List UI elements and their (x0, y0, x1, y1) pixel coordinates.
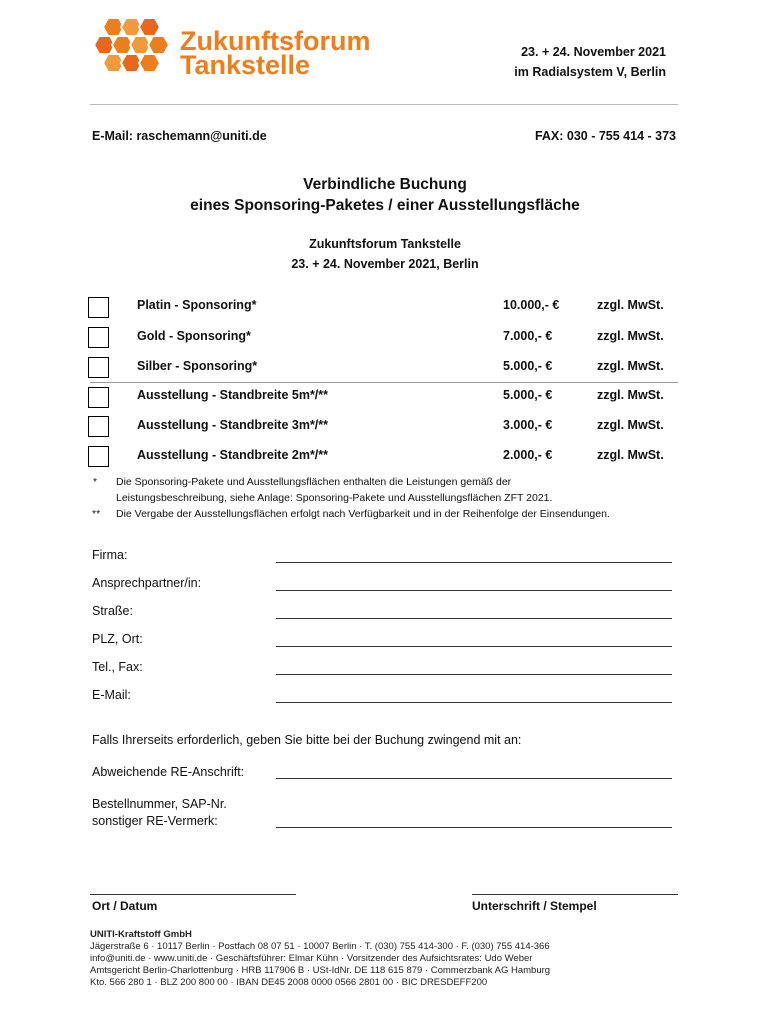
package-name: Silber - Sponsoring* (137, 359, 258, 373)
package-tax: zzgl. MwSt. (597, 418, 664, 432)
field-label-phone-fax: Tel., Fax: (92, 660, 143, 674)
contact-person-field[interactable] (276, 589, 672, 591)
logo-title: Zukunftsforum (180, 26, 371, 56)
package-price: 5.000,- € (503, 359, 553, 373)
company-field[interactable] (276, 561, 672, 563)
note-text: Leistungsbeschreibung, siehe Anlage: Sponsoring-Pakete und Ausstellungsflächen ZFT 2021. (116, 492, 553, 504)
order-number-field[interactable] (276, 826, 672, 828)
package-price: 10.000,- € (503, 298, 560, 312)
package-tax: zzgl. MwSt. (597, 359, 664, 373)
package-price: 7.000,- € (503, 329, 553, 343)
alt-address-field[interactable] (276, 777, 672, 779)
package-tax: zzgl. MwSt. (597, 388, 664, 402)
footer-address: Jägerstraße 6 · 10117 Berlin · Postfach 08 07 51 · 10007 Berlin · T. (030) 755 414-300 · F. (030) 755 414-366 (90, 941, 550, 952)
date-place-label: Ort / Datum (92, 899, 158, 913)
header-divider (90, 104, 678, 105)
package-checkbox[interactable] (88, 416, 109, 437)
package-divider (90, 382, 678, 383)
package-price: 3.000,- € (503, 418, 553, 432)
page-title: Verbindliche Buchung (303, 176, 467, 193)
package-checkbox[interactable] (88, 327, 109, 348)
field-label-contact-person: Ansprechpartner/in: (92, 576, 202, 590)
contact-email: E-Mail: raschemann@uniti.de (92, 129, 267, 143)
footer-bank: Kto. 566 280 1 · BLZ 200 800 00 · IBAN DE45 2008 0000 0566 2801 00 · BIC DRESDEFF200 (90, 977, 488, 988)
footer-management: info@uniti.de · www.uniti.de · Geschäftsführer: Elmar Kühn · Vorsitzender des Aufsichtsrates: Udo Weber (90, 953, 533, 964)
field-label-invoice-note: sonstiger RE-Vermerk: (92, 814, 218, 828)
note-text: Die Sponsoring-Pakete und Ausstellungsflächen enthalten die Leistungen gemäß der (116, 476, 512, 488)
package-tax: zzgl. MwSt. (597, 448, 664, 462)
note-text: Die Vergabe der Ausstellungsflächen erfolgt nach Verfügbarkeit und in der Reihenfolge der Einsendungen. (116, 508, 610, 520)
signature-label: Unterschrift / Stempel (472, 899, 597, 913)
signature-field[interactable] (472, 893, 678, 895)
street-field[interactable] (276, 617, 672, 619)
event-venue: im Radialsystem V, Berlin (514, 65, 666, 79)
note-marker: ** (92, 508, 101, 520)
package-name: Ausstellung - Standbreite 3m*/** (137, 418, 329, 432)
event-date: 23. + 24. November 2021 (521, 45, 666, 59)
logo-honeycomb-icon (88, 14, 170, 86)
email-field[interactable] (276, 701, 672, 703)
event-date-place: 23. + 24. November 2021, Berlin (291, 257, 479, 271)
zip-city-field[interactable] (276, 645, 672, 647)
field-label-order-number: Bestellnummer, SAP-Nr. (92, 797, 227, 811)
package-price: 5.000,- € (503, 388, 553, 402)
footer-company: UNITI-Kraftstoff GmbH (90, 929, 192, 940)
page-title-line2: eines Sponsoring-Paketes / einer Ausstellungsfläche (190, 197, 580, 214)
package-checkbox[interactable] (88, 297, 109, 318)
package-price: 2.000,- € (503, 448, 553, 462)
field-label-company: Firma: (92, 548, 128, 562)
footer-registry: Amtsgericht Berlin-Charlottenburg · HRB 117906 B · USt-IdNr. DE 118 615 879 · Commerzbank AG Hamburg (90, 965, 551, 976)
field-label-street: Straße: (92, 604, 133, 618)
package-tax: zzgl. MwSt. (597, 298, 664, 312)
package-name: Ausstellung - Standbreite 5m*/** (137, 388, 329, 402)
event-name: Zukunftsforum Tankstelle (309, 237, 461, 251)
package-tax: zzgl. MwSt. (597, 329, 664, 343)
field-label-alt-address: Abweichende RE-Anschrift: (92, 765, 245, 779)
package-checkbox[interactable] (88, 446, 109, 467)
package-name: Platin - Sponsoring* (137, 298, 257, 312)
contact-fax: FAX: 030 - 755 414 - 373 (534, 129, 676, 143)
note-marker: * (93, 476, 98, 488)
logo-subtitle: Tankstelle (180, 50, 311, 80)
form-hint: Falls Ihrerseits erforderlich, geben Sie bitte bei der Buchung zwingend mit an: (92, 733, 522, 747)
package-checkbox[interactable] (88, 387, 109, 408)
package-name: Gold - Sponsoring* (137, 329, 251, 343)
phone-fax-field[interactable] (276, 673, 672, 675)
date-place-field[interactable] (90, 893, 296, 895)
package-name: Ausstellung - Standbreite 2m*/** (137, 448, 329, 462)
field-label-zip-city: PLZ, Ort: (92, 632, 143, 646)
field-label-email: E-Mail: (92, 688, 131, 702)
package-checkbox[interactable] (88, 357, 109, 378)
